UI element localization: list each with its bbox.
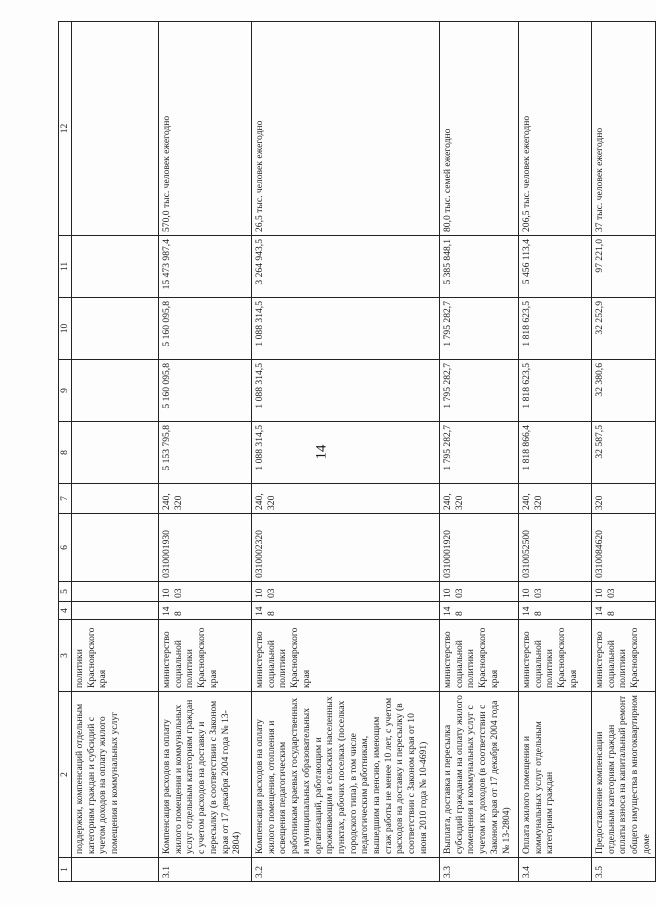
cell-agency: министерство социальной политики Красноярского края xyxy=(252,620,440,692)
cell-c5: 1003 xyxy=(440,582,519,602)
table-row-continuation xyxy=(72,22,159,882)
cell-c8: 32 587,5 xyxy=(592,422,656,484)
cell-c11 xyxy=(72,236,159,298)
cell-c6: 0310002320 xyxy=(252,514,440,582)
cell-agency: министерство социальной политики Красноярского края xyxy=(519,620,592,692)
cell-agency: министерство социальной политики Красноярского xyxy=(592,620,656,692)
header-cell: 7 xyxy=(59,484,72,514)
cell-agency: министерство социальной политики Красноярского края xyxy=(440,620,519,692)
cell-c10 xyxy=(72,298,159,360)
cell-description: поддержки, компенсаций отдельным категориям граждан и субсидий с учетом доходов на оплату жилого помещения и коммунальных услуг xyxy=(72,692,159,858)
cell-c4: 148 xyxy=(159,602,252,620)
cell-c4 xyxy=(72,602,159,620)
table-row xyxy=(592,22,656,882)
cell-description: Компенсация расходов на оплату жилого помещения и коммунальных услуг отдельным категориям граждан с учетом расходов на доставку и пересылку (в соответствии с Законом края от 17 декабря 2004 года № 13-2804) xyxy=(159,692,252,858)
cell-c12: 570,0 тыс. человек ежегодно xyxy=(159,22,252,236)
table-row xyxy=(252,22,440,882)
cell-c12 xyxy=(72,22,159,236)
header-cell: 6 xyxy=(59,514,72,582)
cell-c10: 1 818 623,5 xyxy=(519,298,592,360)
cell-c9: 1 795 282,7 xyxy=(440,360,519,422)
cell-c8: 5 153 795,8 xyxy=(159,422,252,484)
cell-description: Оплата жилого помещения и коммунальных услуг отдельным категориям граждан xyxy=(519,692,592,858)
table-row xyxy=(159,22,252,882)
cell-c12: 37 тыс. человек ежегодно xyxy=(592,22,656,236)
cell-c11: 15 473 987,4 xyxy=(159,236,252,298)
cell-c11: 5 385 848,1 xyxy=(440,236,519,298)
header-row xyxy=(59,22,72,882)
cell-c7: 240, 320 xyxy=(252,484,440,514)
cell-description: Предоставление компенсации отдельным категориям граждан оплаты взноса на капитальный ремонт общего имущества в многоквартирном доме xyxy=(592,692,656,858)
header-cell: 1 xyxy=(59,858,72,882)
cell-num: 3.1 xyxy=(159,858,252,882)
cell-c9: 1 818 623,5 xyxy=(519,360,592,422)
cell-c11: 3 264 943,5 xyxy=(252,236,440,298)
cell-agency: политики Красноярского края xyxy=(72,620,159,692)
cell-c8 xyxy=(72,422,159,484)
cell-c8: 1 818 866,4 xyxy=(519,422,592,484)
cell-c11: 97 221,0 xyxy=(592,236,656,298)
cell-c9: 32 380,6 xyxy=(592,360,656,422)
header-cell: 4 xyxy=(59,602,72,620)
cell-c5 xyxy=(72,582,159,602)
table-row xyxy=(519,22,592,882)
table-row xyxy=(440,22,519,882)
cell-c11: 5 456 113,4 xyxy=(519,236,592,298)
cell-c6 xyxy=(72,514,159,582)
cell-c10: 32 252,9 xyxy=(592,298,656,360)
cell-description: Выплата, доставка и пересылка субсидий гражданам на оплату жилого помещения и коммунальных услуг с учетом их доходов (в соответствии с Законом края от 17 декабря 2004 года № 13-2804) xyxy=(440,692,519,858)
cell-c10: 5 160 095,8 xyxy=(159,298,252,360)
cell-c10: 1 795 282,7 xyxy=(440,298,519,360)
cell-c7: 240, 320 xyxy=(440,484,519,514)
header-cell: 9 xyxy=(59,360,72,422)
header-cell: 11 xyxy=(59,236,72,298)
cell-c6: 0310001920 xyxy=(440,514,519,582)
cell-description: Компенсация расходов на оплату жилого помещения, отопления и освещения педагогическим работникам краевых государственных и муниципальных образовательных организаций, работающим и проживающим в сельских населенных пунктах, рабочих поселках (поселках городского типа), в том числе педагогическим работникам, вышедшим на пенсию, имеющим стаж работы не менее 10 лет, с учетом расходов на доставку и пересылку (в соответствии с Законом края от 10 июня 2010 года № 10-4691) xyxy=(252,692,440,858)
page-number: 14 xyxy=(313,444,330,460)
cell-num: 3.4 xyxy=(519,858,592,882)
cell-num xyxy=(72,858,159,882)
cell-c4: 148 xyxy=(592,602,656,620)
header-cell: 3 xyxy=(59,620,72,692)
cell-c6: 0310001930 xyxy=(159,514,252,582)
cell-c12: 206,5 тыс. человек ежегодно xyxy=(519,22,592,236)
budget-table xyxy=(58,21,656,882)
header-cell: 5 xyxy=(59,582,72,602)
cell-c5: 1003 xyxy=(592,582,656,602)
cell-c4: 148 xyxy=(519,602,592,620)
cell-c6: 0310084620 xyxy=(592,514,656,582)
cell-c12: 80,0 тыс. семей ежегодно xyxy=(440,22,519,236)
cell-c9 xyxy=(72,360,159,422)
cell-c6: 0310052500 xyxy=(519,514,592,582)
cell-num: 3.3 xyxy=(440,858,519,882)
cell-c5: 1003 xyxy=(159,582,252,602)
cell-c9: 5 160 095,8 xyxy=(159,360,252,422)
cell-c7: 240, 320 xyxy=(159,484,252,514)
cell-agency: министерство социальной политики Красноярского края xyxy=(159,620,252,692)
rotated-table-container xyxy=(58,22,652,882)
cell-c8: 1 088 314,5 xyxy=(252,422,440,484)
header-cell: 12 xyxy=(59,22,72,236)
cell-c9: 1 088 314,5 xyxy=(252,360,440,422)
cell-c5: 1003 xyxy=(252,582,440,602)
cell-c7: 240, 320 xyxy=(519,484,592,514)
cell-c4: 148 xyxy=(440,602,519,620)
cell-c8: 1 795 282,7 xyxy=(440,422,519,484)
cell-num: 3.2 xyxy=(252,858,440,882)
cell-num: 3.5 xyxy=(592,858,656,882)
header-cell: 2 xyxy=(59,692,72,858)
cell-c5: 1003 xyxy=(519,582,592,602)
header-cell: 8 xyxy=(59,422,72,484)
header-cell: 10 xyxy=(59,298,72,360)
cell-c4: 148 xyxy=(252,602,440,620)
cell-c10: 1 088 314,5 xyxy=(252,298,440,360)
cell-c12: 26,5 тыс. человек ежегодно xyxy=(252,22,440,236)
cell-c7: 320 xyxy=(592,484,656,514)
cell-c7 xyxy=(72,484,159,514)
